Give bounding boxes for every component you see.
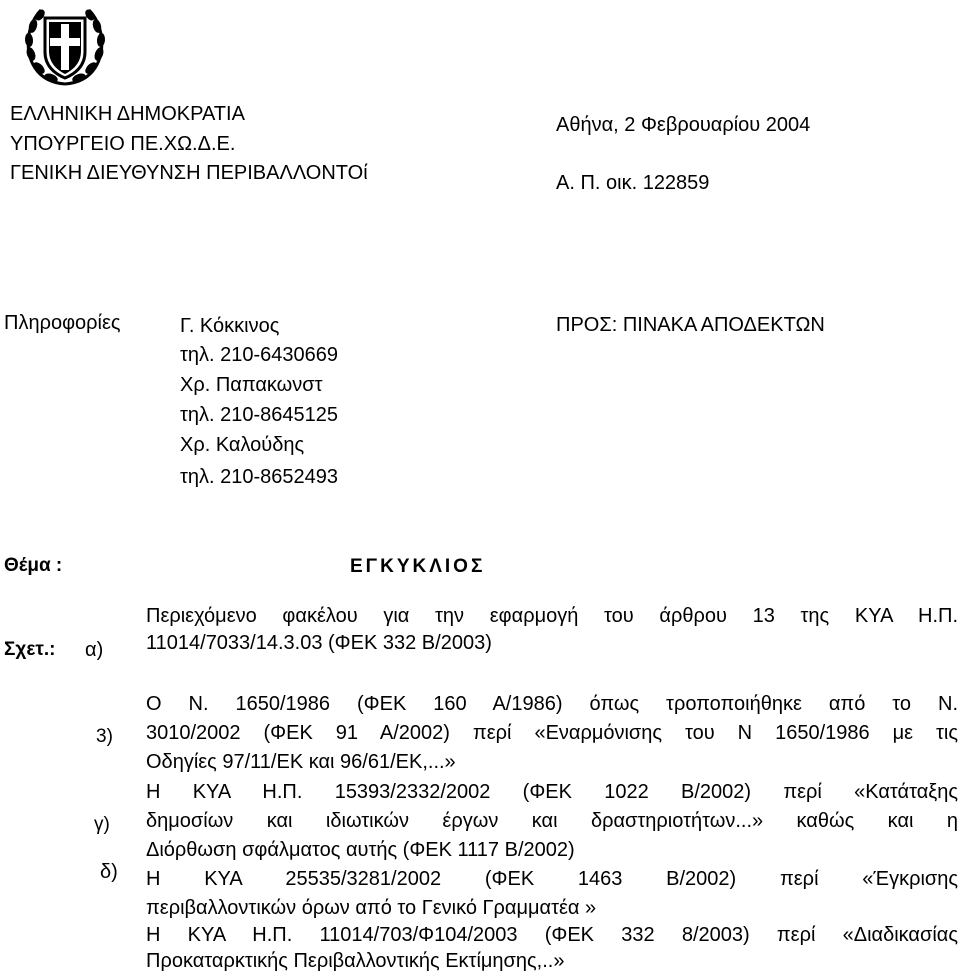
reference-marker-d: δ) [100, 861, 118, 883]
reference-marker-a: α) [85, 639, 104, 661]
reference-c-line-2: δημοσίων και ιδιωτικών έργων και δραστηριοτήτων...» καθώς και η [146, 810, 958, 832]
reference-a-line-2: 11014/7033/14.3.03 (ΦΕΚ 332 Β/2003) [146, 632, 492, 654]
reference-marker-b: 3) [96, 726, 113, 747]
info-label: Πληροφορίες [4, 312, 121, 334]
reference-e-line-2: Προκαταρκτικής Περιβαλλοντικής Εκτίμησης,..» [146, 950, 565, 972]
contact-name-3: Χρ. Καλούδης [180, 434, 305, 456]
document-date: Αθήνα, 2 Φεβρουαρίου 2004 [556, 114, 811, 136]
reference-e [146, 922, 958, 974]
reference-b-line-2: 3010/2002 (ΦΕΚ 91 Α/2002) περί «Εναρμόνισης του Ν 1650/1986 με τις [146, 722, 958, 744]
org-line-3: ΓΕΝΙΚΗ ΔΙΕΥΘΥΝΣΗ ΠΕΡΙΒΑΛΛΟΝΤΟί [10, 162, 368, 184]
reference-b-line-1: Ο Ν. 1650/1986 (ΦΕΚ 160 Α/1986) όπως τροποποιήθηκε από το Ν. [146, 693, 958, 715]
protocol-number: Α. Π. οικ. 122859 [556, 172, 710, 194]
subject-label: Θέμα : [4, 555, 63, 576]
contact-phone-3: τηλ. 210-8652493 [180, 466, 339, 488]
reference-c [146, 778, 958, 865]
contact-phone-2: τηλ. 210-8645125 [180, 404, 339, 426]
reference-d [146, 865, 958, 923]
org-line-1: ΕΛΛΗΝΙΚΗ ΔΗΜΟΚΡΑΤΙΑ [10, 103, 245, 125]
reference-d-line-2: περιβαλλοντικών όρων από το Γενικό Γραμματέα » [146, 897, 597, 919]
recipient-line: ΠΡΟΣ: ΠΙΝΑΚΑ ΑΠΟΔΕΚΤΩΝ [556, 314, 825, 336]
references-label: Σχετ.: [4, 639, 56, 660]
reference-d-line-1: Η ΚΥΑ 25535/3281/2002 (ΦΕΚ 1463 Β/2002) περί «Έγκρισης [146, 868, 958, 890]
reference-marker-c: γ) [94, 814, 110, 835]
contact-name-1: Γ. Κόκκινος [180, 315, 280, 337]
greek-state-emblem-icon [19, 4, 111, 90]
contact-name-2: Χρ. Παπακωνστ [180, 374, 323, 396]
reference-b-line-3: Οδηγίες 97/11/ΕΚ και 96/61/ΕΚ,...» [146, 751, 456, 773]
reference-a-line-1: Περιεχόμενο φακέλου για την εφαρμογή του άρθρου 13 της ΚΥΑ Η.Π. [146, 605, 958, 627]
reference-e-line-1: Η ΚΥΑ Η.Π. 11014/703/Φ104/2003 (ΦΕΚ 332 8/2003) περί «Διαδικασίας [146, 924, 958, 946]
subject-title: ΕΓΚΥΚΛΙΟΣ [350, 556, 486, 577]
reference-a [146, 603, 958, 657]
reference-c-line-1: Η ΚΥΑ Η.Π. 15393/2332/2002 (ΦΕΚ 1022 Β/2002) περί «Κατάταξης [146, 781, 958, 803]
reference-b [146, 690, 958, 777]
reference-c-line-3: Διόρθωση σφάλματος αυτής (ΦΕΚ 1117 Β/2002) [146, 839, 575, 861]
org-line-2: ΥΠΟΥΡΓΕΙΟ ΠΕ.ΧΩ.Δ.Ε. [10, 133, 236, 155]
contact-phone-1: τηλ. 210-6430669 [180, 344, 339, 366]
